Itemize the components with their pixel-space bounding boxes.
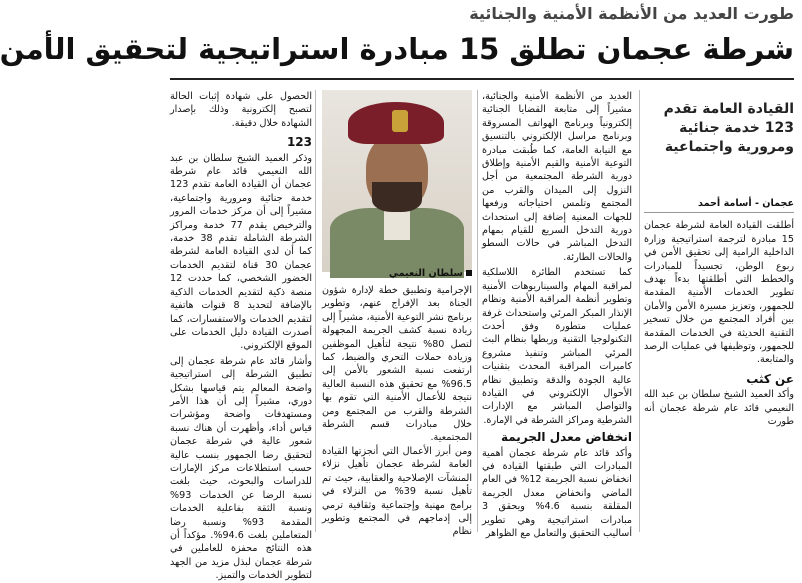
column-divider: [639, 90, 640, 532]
photo-caption-text: سلطان النعيمي: [388, 268, 463, 279]
article-column-3: [322, 284, 472, 538]
signoff-heading: عن كثب: [746, 371, 794, 386]
crime-rate-subheading: انخفاض معدل الجريمة: [500, 430, 632, 445]
caption-square-icon: [466, 270, 472, 276]
body-paragraph: وذكر العميد الشيخ سلطان بن عبد الله النعيمي قائد عام شرطة عجمان أن القيادة العامة تقدم 123 خدمة جنائية ومرورية واجتماعية، مشيراً إلى أن مركز خدمات المرور والترخيص يقدم 77 خدمة ومراكز الشرطة الشاملة تقدم 38 خدمة، كما أن لدى القيادة العامة لشرطة عجمان 30 قناة لتقديم الخدمات الحضور الشخصي، كما حددت 12 منصة ذكية لتقديم الخدمات الذكية بالإضافة لتحديد 8 قنوات هاتفية لتقديم الخدمات والاستفسارات، كما أصدرت القيادة دليل الخدمات على الموقع الإلكتروني.: [170, 152, 313, 352]
article-column-2: [482, 90, 632, 539]
photo-caption: [322, 268, 472, 279]
article-headline: شرطة عجمان تطلق 15 مبادرة استراتيجية لتحقيق الأمن: [0, 32, 794, 66]
sidebar-column: [644, 90, 794, 532]
photo-collar: [384, 210, 410, 240]
signoff-text: وأكد العميد الشيخ سلطان بن عبد الله النعيمي قائد عام شرطة عجمان أنه طورت: [644, 389, 794, 428]
body-paragraph: وأكد قائد عام شرطة عجمان أهمية المبادرات التي طبقتها القيادة في انخفاض نسبة الجريمة 12% في العام الماضي وانخفاض معدل الجريمة المقلقة بنسبة 4.6% ويحقق 3 مبادرات استراتيجية وهي تطوير أساليب التحقيق والتعامل مع الظواهر: [482, 447, 632, 539]
byline: عجمان - أسامة أحمد: [644, 197, 794, 213]
body-paragraph: كما تستخدم الطائرة اللاسلكية لمراقبة المهام والسيناريوهات الأمنية وتطوير أنظمة المراقبة الأمنية ونظام الإنذار المبكر المرئي واستحداث غرفة عمليات متطورة وفق أحدث التكنولوجيا التقنية وربطها بنظام البث المرئي المباشر وتنفيذ مشروع كاميرات المراقبة المحدث بتقنيات عالية الجودة والدقة وتطبيق نظام الأحوال الإلكتروني في القيادة والتواصل المباشر مع الإدارات الشرطية ومراكز الشرطة في الإمارة.: [482, 267, 632, 426]
column-divider: [315, 90, 316, 532]
sidebar-heading: القيادة العامة تقدم 123 خدمة جنائية ومرورية واجتماعية: [663, 101, 794, 155]
body-paragraph: العديد من الأنظمة الأمنية والجنائية، مشيراً إلى متابعة القضايا الجنائية إلكترونياً وبرنامج الهواتف المسروقة وبرنامج مراسل الإلكتروني بالتنسيق مع النيابة العامة، كما طُبقت مبادرة التوعية الأمنية والقيم الأمنية وإطلاق دورية الشرطة المجتمعية من أجل النزول إلى الميدان والقرب من المجتمع وتلمس احتياجاته ورفعها للجهات المعنية إضافة إلى استحداث دورية التدخل السريع للقيام بمهام التدخل المباشر في حالات السطو والحالات الطارئة.: [482, 91, 632, 263]
sidebar-paragraph: أطلقت القيادة العامة لشرطة عجمان 15 مبادرة لترجمة استراتيجية وزارة الداخلية الرامية إلى تحقيق الأمن في ربوع الوطن، تجسيداً للمبادرات والخطط التي أطلقتها بدءاً بهدف تطوير الخدمات الأمنية المقدمة للجمهور، وتعزيز مسيرة الأمن والأمان بين أفراد المجتمع من خلال تسخير التقنية الحديثة في الخدمات المقدمة للجمهور، وتوظيفها في عمليات الرصد والمتابعة.: [644, 220, 794, 366]
body-paragraph: ومن أبرز الأعمال التي أنجزتها القيادة العامة لشرطة عجمان تأهيل نزلاء المنشآت الإصلاحية والعقابية، حيث تم تأهيل نسبة 39% من النزلاء في برامج مهنية وإجتماعية وثقافية ترمي إلى إدماجهم في المجتمع وتطوير نظام: [322, 445, 472, 538]
body-paragraph: الإجرامية وتطبيق خطة لإدارة شؤون الجناة بعد الإفراج عنهم، وتطوير برنامج نشر التوعية الأمنية، مشيراً إلى زيادة نسبة كشف الجريمة المجهولة لتصل 80% نتيجة لتأهيل الموظفين وزيادة حملات التحري والضبط، كما ارتفعت نسبة الشعور بالأمن إلى 96.5% مع تحقيق هذه النسبة العالية نتيجة للأعمال الأمنية التي تقوم بها الشرطة والقرب من المجتمع ومن خلال مبادرات قسم الشرطة المجتمعية.: [322, 285, 472, 444]
services-count-heading: 123: [286, 135, 312, 150]
body-paragraph: وأشار قائد عام شرطة عجمان إلى تطبيق الشرطة إلى استراتيجية واضحة المعالم يتم قياسها بشكل دوري، مشيراً إلى أن هذا الأمر ومستهدفات واضحة ومؤشرات قياس أداء، وأظهرت أن هناك نسبة شعور عالية في شرطة عجمان لتحقيق رضا الجمهور بنسب عالية حسب استطلاعات مركز الإمارات للدراسات والبحوث، حيث بلغت نسبة الرضا عن الخدمات 93% ونسبة الثقة بفاعلية الخدمات المقدمة 93% ونسبة رضا المتعاملين بلغت 94.6%. مؤكداً أن هذه النتائج محفزة للعاملين في شرطة عجمان لبذل مزيد من الجهد لتطوير الخدمات والتميز.: [170, 355, 312, 582]
column-divider: [477, 90, 478, 532]
commander-photo: [322, 90, 472, 272]
photo-beard: [372, 182, 422, 212]
body-paragraph: الحصول على شهادة إثبات الحالة لتصبح إلكترونية وذلك بإصدار الشهادة خلال دقيقة.: [170, 91, 312, 129]
article-kicker: طورت العديد من الأنظمة الأمنية والجنائية: [469, 4, 794, 23]
beret-badge-icon: [392, 110, 408, 132]
article-column-4: [170, 90, 313, 582]
headline-rule: [170, 78, 794, 80]
